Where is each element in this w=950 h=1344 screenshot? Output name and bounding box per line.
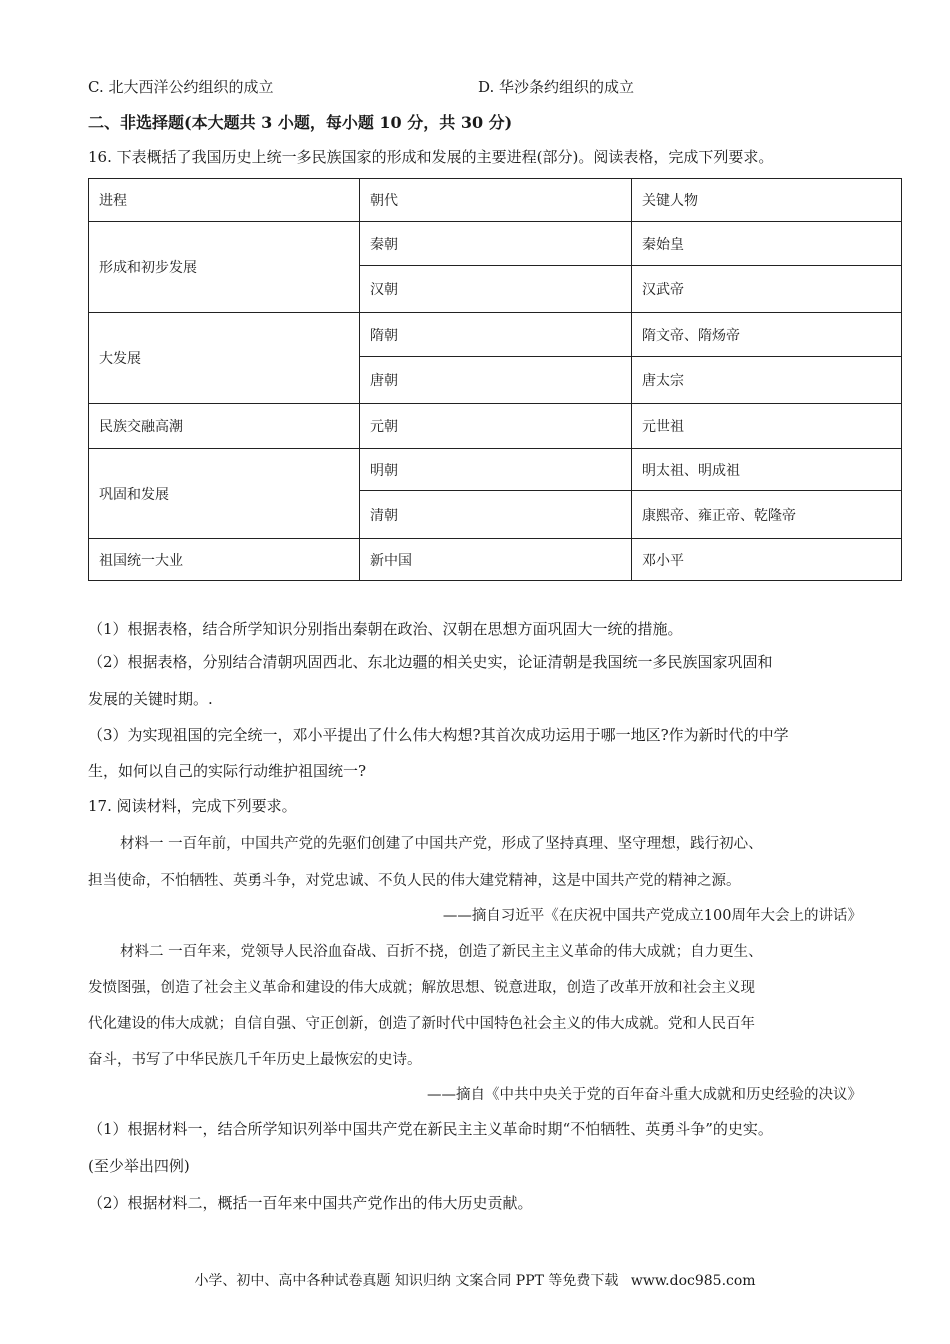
stage-cell: 形成和初步发展 [89,222,360,313]
dynasty-cell: 汉朝 [360,266,632,313]
q17-sub1-line1: （1）根据材料一，结合所学知识列举中国共产党在新民主主义革命时期“不怕牺牲、英勇斗争”的史实。 [88,1120,773,1138]
table-row [89,404,902,449]
header-key-figure: 关键人物 [632,179,902,222]
material2-line4: 奋斗，书写了中华民族几千年历史上最恢宏的史诗。 [88,1052,422,1068]
dynasty-cell: 隋朝 [360,313,632,357]
figure-cell: 隋文帝、隋炀帝 [632,313,902,357]
figure-cell: 康熙帝、雍正帝、乾隆帝 [632,491,902,539]
figure-cell: 秦始皇 [632,222,902,266]
material1-line1: 材料一 一百年前，中国共产党的先驱们创建了中国共产党，形成了坚持真理、坚守理想，践行初心、 [120,836,763,852]
figure-cell: 明太祖、明成祖 [632,449,902,491]
q17-sub1-line2: (至少举出四例) [88,1157,190,1175]
figure-cell: 唐太宗 [632,357,902,404]
q16-sub2-line1: （2）根据表格，分别结合清朝巩固西北、东北边疆的相关史实，论证清朝是我国统一多民族国家巩固和 [88,653,773,671]
q16-sub2-line2: 发展的关键时期。. [88,690,213,708]
q16-sub3-line2: 生，如何以自己的实际行动维护祖国统一? [88,762,367,780]
dynasty-cell: 明朝 [360,449,632,491]
footer-text: 小学、初中、高中各种试卷真题 知识归纳 文案合同 PPT 等免费下载 [194,1273,619,1289]
dynasty-cell: 唐朝 [360,357,632,404]
dynasty-cell: 元朝 [360,404,632,449]
stage-cell: 民族交融高潮 [89,404,360,449]
figure-cell: 汉武帝 [632,266,902,313]
q17-sub2: （2）根据材料二，概括一百年来中国共产党作出的伟大历史贡献。 [88,1194,533,1212]
material1-line2: 担当使命，不怕牺牲、英勇斗争，对党忠诚、不负人民的伟大建党精神，这是中国共产党的精神之源。 [88,873,741,889]
dynasty-cell: 清朝 [360,491,632,539]
table-header-row [89,179,902,222]
q16-sub3-line1: （3）为实现祖国的完全统一，邓小平提出了什么伟大构想?其首次成功运用于哪一地区?作为新时代的中学 [88,726,789,744]
table-row [89,539,902,581]
q16-stem: 16. 下表概括了我国历史上统一多民族国家的形成和发展的主要进程(部分)。阅读表格，完成下列要求。 [88,148,774,166]
header-dynasty: 朝代 [360,179,632,222]
option-c: C. 北大西洋公约组织的成立 [88,78,274,96]
material2-source: ——摘自《中共中央关于党的百年奋斗重大成就和历史经验的决议》 [427,1087,862,1103]
dynasty-cell: 新中国 [360,539,632,581]
footer-link[interactable]: www.doc985.com [630,1273,756,1289]
q17-stem: 17. 阅读材料，完成下列要求。 [88,797,297,815]
history-table [88,178,902,581]
section-heading: 二、非选择题(本大题共 3 小题，每小题 10 分，共 30 分) [88,113,513,132]
stage-cell: 大发展 [89,313,360,404]
material2-line2: 发愤图强，创造了社会主义革命和建设的伟大成就；解放思想、锐意进取，创造了改革开放和社会主义现 [88,980,755,996]
table-row [89,313,902,357]
material2-line3: 代化建设的伟大成就；自信自强、守正创新，创造了新时代中国特色社会主义的伟大成就。党和人民百年 [88,1016,755,1032]
option-d: D. 华沙条约组织的成立 [478,78,635,96]
figure-cell: 元世祖 [632,404,902,449]
table-row [89,449,902,491]
header-process: 进程 [89,179,360,222]
stage-cell: 祖国统一大业 [89,539,360,581]
stage-cell: 巩固和发展 [89,449,360,539]
material1-source: ——摘自习近平《在庆祝中国共产党成立100周年大会上的讲话》 [442,908,862,924]
dynasty-cell: 秦朝 [360,222,632,266]
page-footer [0,1270,950,1290]
q16-sub1: （1）根据表格，结合所学知识分别指出秦朝在政治、汉朝在思想方面巩固大一统的措施。 [88,620,683,638]
figure-cell: 邓小平 [632,539,902,581]
material2-line1: 材料二 一百年来，党领导人民浴血奋战、百折不挠，创造了新民主主义革命的伟大成就；自力更生、 [120,944,763,960]
table-row [89,222,902,266]
